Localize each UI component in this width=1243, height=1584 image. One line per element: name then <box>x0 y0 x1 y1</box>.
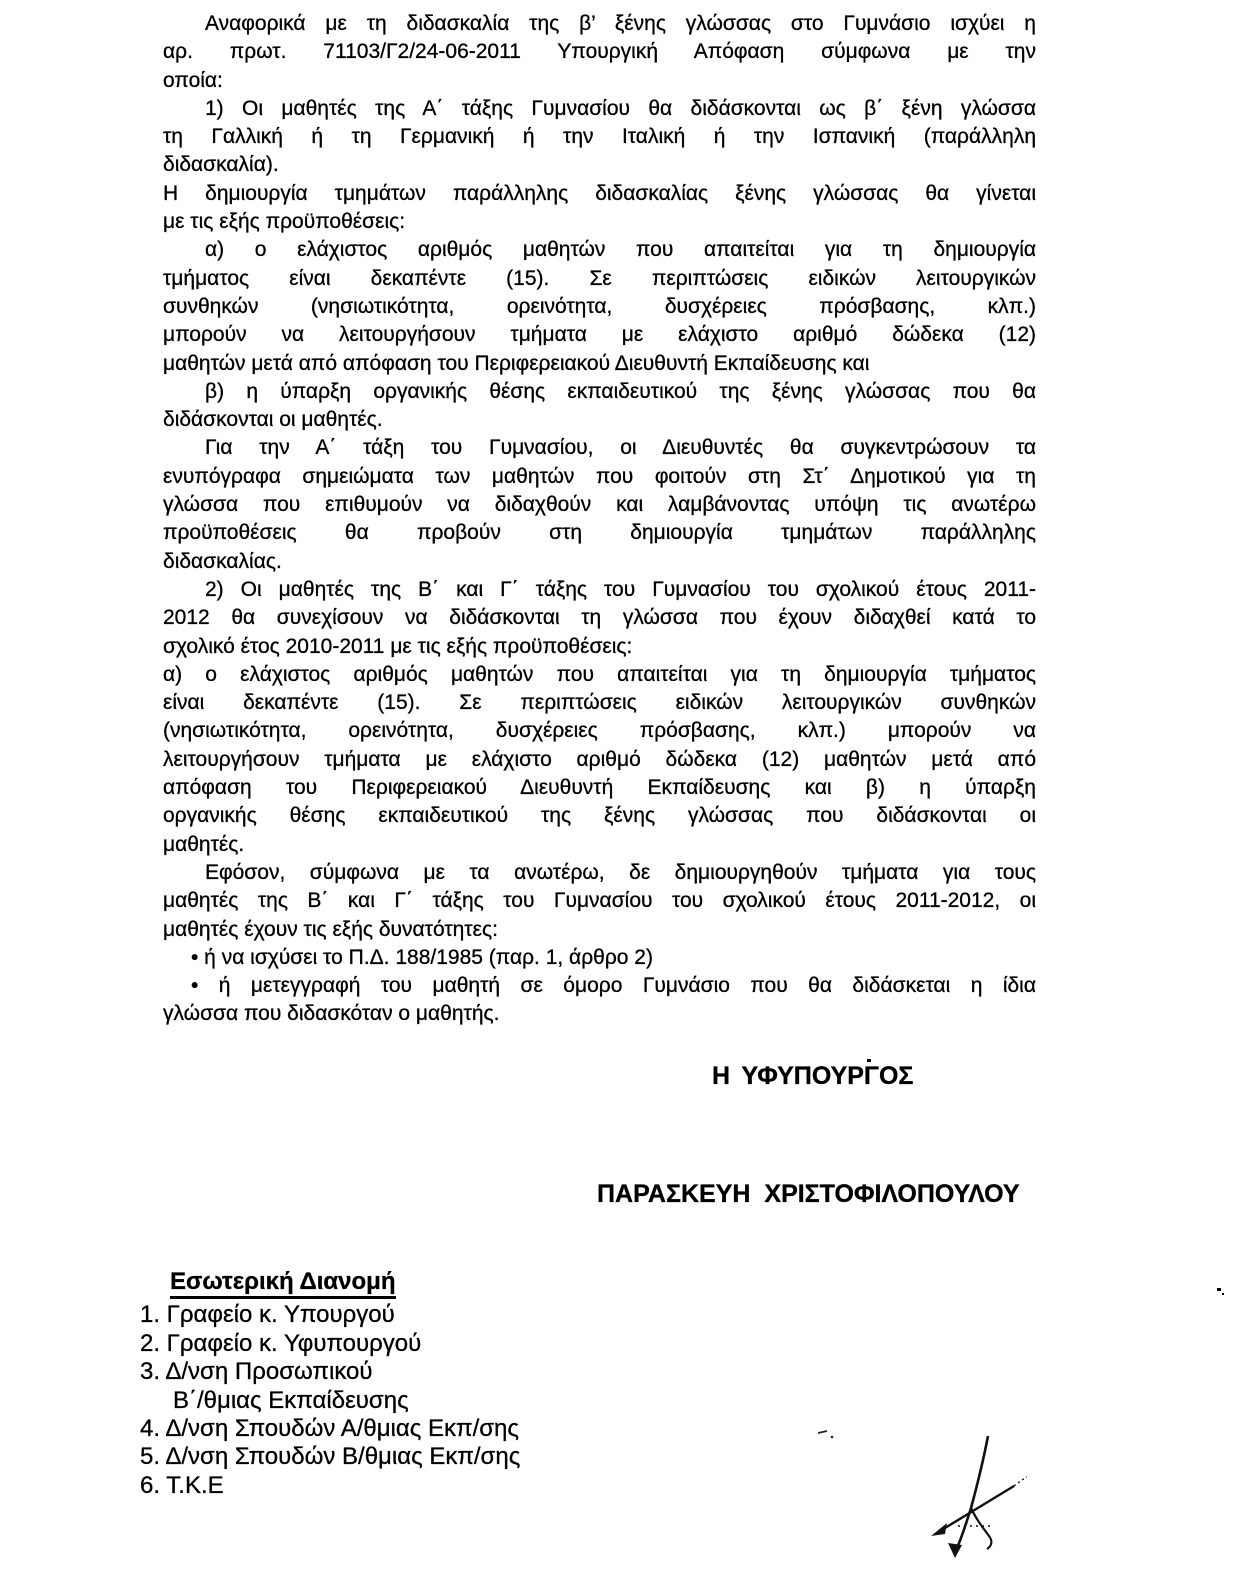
handwritten-signature <box>915 1420 1035 1580</box>
scan-artifact-dash <box>816 1428 838 1442</box>
body-line: 2012 θα συνεχίσουν να διδάσκονται τη γλώσσα που έχουν διδαχθεί κατά το <box>163 606 1036 630</box>
distribution-heading-text: Εσωτερική Διανομή <box>170 1268 396 1299</box>
body-line: τμήματος είναι δεκαπέντε (15). Σε περιπτώσεις ειδικών λειτουργικών <box>163 266 1036 290</box>
body-line: Εφόσον, σύμφωνα με τα ανωτέρω, δε δημιουργηθούν τμήματα για τους <box>205 860 1036 884</box>
distribution-item: 3. Δ/νση Προσωπικού <box>140 1358 373 1386</box>
body-line: απόφαση του Περιφερειακού Διευθυντή Εκπαίδευσης και β) η ύπαρξη <box>163 776 1036 800</box>
body-line: με τις εξής προϋποθέσεις: <box>163 210 406 234</box>
distribution-item: 4. Δ/νση Σπουδών Α/θμιας Εκπ/σης <box>140 1415 519 1443</box>
distribution-item-continuation: Β΄/θμιας Εκπαίδευσης <box>173 1386 409 1414</box>
body-line: οποία: <box>163 68 223 92</box>
body-line: μαθητές έχουν τις εξής δυνατότητες: <box>163 917 498 941</box>
body-line: (νησιωτικότητα, ορεινότητα, δυσχέρειες πρόσβασης, κλπ.) μπορούν να <box>163 719 1036 743</box>
body-line: συνθηκών (νησιωτικότητα, ορεινότητα, δυσχέρειες πρόσβασης, κλπ.) <box>163 294 1036 318</box>
body-line: αρ. πρωτ. 71103/Γ2/24-06-2011 Υπουργική Απόφαση σύμφωνα με την <box>163 40 1036 64</box>
body-line: 2) Οι μαθητές της Β΄ και Γ΄ τάξης του Γυμνασίου του σχολικού έτους 2011- <box>205 577 1036 601</box>
body-line: οργανικής θέσης εκπαιδευτικού της ξένης γλώσσας που διδάσκονται οι <box>163 804 1036 828</box>
distribution-item: 5. Δ/νση Σπουδών Β/θμιας Εκπ/σης <box>140 1443 521 1471</box>
body-line: α) ο ελάχιστος αριθμός μαθητών που απαιτείται για τη δημιουργία τμήματος <box>163 662 1036 686</box>
body-line: β) η ύπαρξη οργανικής θέσης εκπαιδευτικού της ξένης γλώσσας που θα <box>205 379 1036 403</box>
scan-artifact-speck <box>867 1059 871 1062</box>
body-line: σχολικό έτος 2010-2011 με τις εξής προϋποθέσεις: <box>163 634 633 658</box>
body-line: 1) Οι μαθητές της Α΄ τάξης Γυμνασίου θα διδάσκονται ως β΄ ξένη γλώσσα <box>205 96 1036 120</box>
body-line: διδασκαλίας. <box>163 549 282 573</box>
body-line: μαθητές της Β΄ και Γ΄ τάξης του Γυμνασίου του σχολικού έτους 2011-2012, οι <box>163 889 1036 913</box>
body-line: μαθητών μετά από απόφαση του Περιφερειακού Διευθυντή Εκπαίδευσης και <box>163 351 870 375</box>
body-line: διδασκαλία). <box>163 153 279 177</box>
distribution-item: 6. Τ.Κ.Ε <box>140 1471 224 1499</box>
body-line: γλώσσα που διδασκόταν ο μαθητής. <box>163 1002 500 1026</box>
scan-artifact-speck <box>1217 1288 1221 1291</box>
body-line: Αναφορικά με τη διδασκαλία της β’ ξένης γλώσσας στο Γυμνάσιο ισχύει η <box>205 12 1036 35</box>
body-line: α) ο ελάχιστος αριθμός μαθητών που απαιτείται για τη δημιουργία <box>205 238 1036 262</box>
body-line: τη Γαλλική ή τη Γερμανική ή την Ιταλική ή την Ισπανική (παράλληλη <box>163 125 1036 149</box>
distribution-item: 2. Γραφείο κ. Υφυπουργού <box>140 1329 422 1357</box>
scan-artifact-speck <box>1222 1293 1224 1295</box>
body-line: προϋποθέσεις θα προβούν στη δημιουργία τμημάτων παράλληλης <box>163 521 1036 545</box>
body-line: διδάσκονται οι μαθητές. <box>163 408 383 432</box>
bullet-line: • ή να ισχύσει το Π.Δ. 188/1985 (παρ. 1, άρθρο 2) <box>191 945 653 969</box>
body-line: είναι δεκαπέντε (15). Σε περιπτώσεις ειδικών λειτουργικών συνθηκών <box>163 691 1036 715</box>
distribution-heading <box>140 1268 520 1296</box>
body-line: Η δημιουργία τμημάτων παράλληλης διδασκαλίας ξένης γλώσσας θα γίνεται <box>163 181 1036 205</box>
signatory-title: Η ΥΦΥΠΟΥΡΓΟΣ <box>712 1062 914 1090</box>
body-line: μαθητές. <box>163 832 245 856</box>
body-line: μπορούν να λειτουργήσουν τμήματα με ελάχιστο αριθμό δώδεκα (12) <box>163 323 1036 347</box>
signatory-name: ΠΑΡΑΣΚΕΥΗ ΧΡΙΣΤΟΦΙΛΟΠΟΥΛΟΥ <box>597 1180 1020 1208</box>
body-line: γλώσσα που επιθυμούν να διδαχθούν και λαμβάνοντας υπόψη τις ανωτέρω <box>163 493 1036 517</box>
body-line: λειτουργήσουν τμήματα με ελάχιστο αριθμό δώδεκα (12) μαθητών μετά από <box>163 747 1036 771</box>
document-body-text <box>163 10 1036 1029</box>
distribution-item: 1. Γραφείο κ. Υπουργού <box>140 1301 395 1329</box>
body-line: Για την Α΄ τάξη του Γυμνασίου, οι Διευθυντές θα συγκεντρώσουν τα <box>205 436 1036 460</box>
body-line: ενυπόγραφα σημειώματα των μαθητών που φοιτούν στη Στ΄ Δημοτικού για τη <box>163 464 1036 488</box>
internal-distribution-list <box>140 1268 520 1500</box>
bullet-line: • ή μετεγγραφή του μαθητή σε όμορο Γυμνάσιο που θα διδάσκεται η ίδια <box>191 974 1036 998</box>
